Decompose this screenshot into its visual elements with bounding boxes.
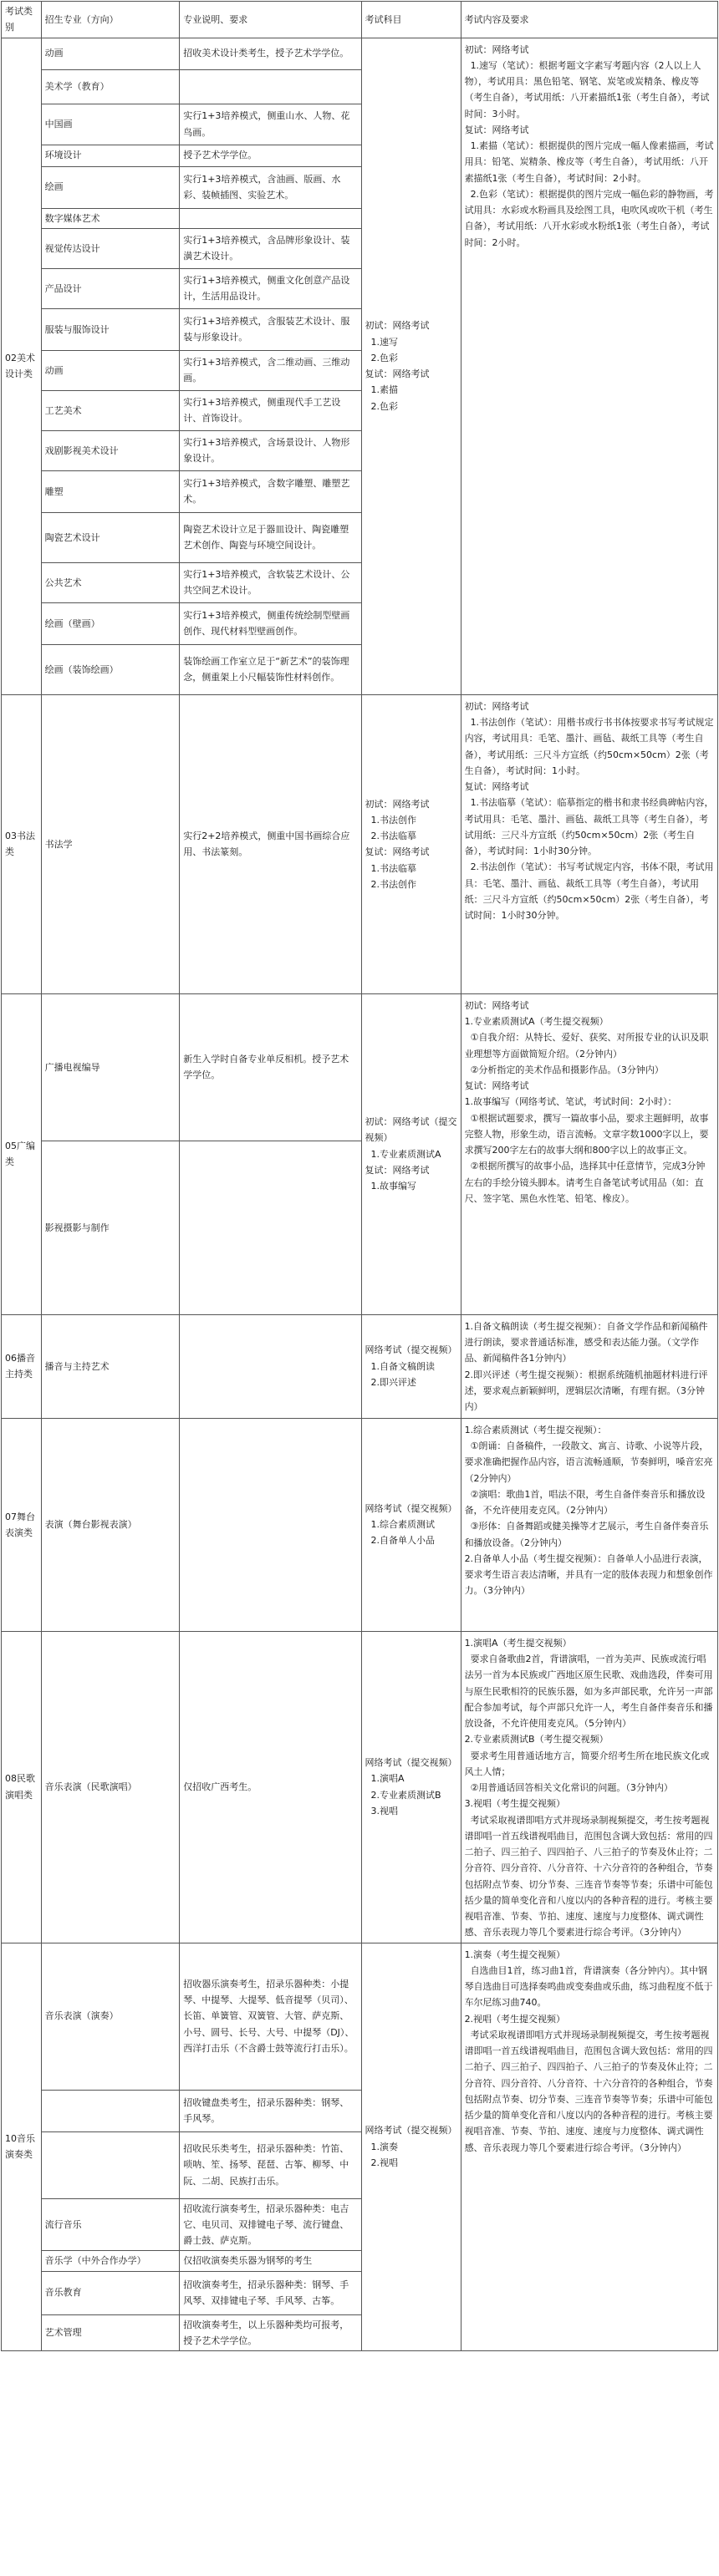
- table-row: [2, 993, 718, 1141]
- major-cell: 书法学: [41, 694, 180, 993]
- category-cell: 02美术设计类: [2, 38, 42, 694]
- major-cell: 音乐教育: [41, 2271, 180, 2314]
- header-category: 考试类别: [2, 2, 42, 38]
- content-cell: 初试：网络考试 1.专业素质测试A（考生提交视频） ①自我介绍：从特长、爱好、获奖、对所报专业的认识及职业理想等方面做简短介绍。（2分钟内） ②分析指定的美术作品和摄影作品。（3分钟内） 复试：网络考试 1.故事编写（网络考试、笔试，考试时间：2小时）： ①根据试题要求，撰写一篇故事小品，要求主题鲜明，故事完整人物，形象生动，语言流畅。文章字数1000字以上，要求撰写200字左右的故事大纲和800字以上的故事正文。 ②根据所撰写的故事小品，选择其中任意情节，完成3分钟左右的手绘分镜头脚本。请考生自备笔试考试用品（如：直尺、签字笔、黑色水性笔、铅笔、橡皮）。: [461, 993, 717, 1314]
- description-cell: 实行1+3培养模式，含二维动画、三维动画。: [180, 350, 361, 390]
- major-cell: 戏剧影视美术设计: [41, 430, 180, 470]
- description-cell: [180, 69, 361, 104]
- description-cell: 实行1+3培养模式，侧重现代手工艺设计、首饰设计。: [180, 390, 361, 430]
- category-cell: 03书法类: [2, 694, 42, 993]
- major-cell: 音乐学（中外合作办学）: [41, 2251, 180, 2271]
- description-cell: [180, 1141, 361, 1314]
- description-cell: 招收键盘类考生，招录乐器种类：钢琴、手风琴。: [180, 2090, 361, 2131]
- description-cell: 招收美术设计类考生，授予艺术学学位。: [180, 38, 361, 69]
- description-cell: 招收民乐类考生，招录乐器种类：竹笛、唢呐、笙、扬琴、琵琶、古筝、柳琴、中阮、二胡、民族打击乐。: [180, 2131, 361, 2198]
- content-cell: 1.演奏（考生提交视频） 自选曲目1首，练习曲1首，背谱演奏（各分钟内）。其中钢琴自选曲目可选择奏鸣曲或变奏曲或乐曲，练习曲程度不低于车尔尼练习曲740。 2.视唱（考生提交视频） 考试采取视谱即唱方式并现场录制视频提交，考生按考题视谱即唱一首五线谱视唱曲目，范围包含调大致包括：常用的四二拍子、四三拍子、四四拍子、八三拍子的节奏及休止符；二分音符、四分音符、八分音符、十六分音符的各种组合，节奏包括附点节奏、切分节奏、三连音节奏等节奏；乐谱中可能包括少量的简单变化音和八度以内的各种音程的进行。考核主要视唱音准、节奏、节拍、速度、速度与力度整体、调式调性感、音乐表现力等几个要素进行综合考评。（3分钟内）: [461, 1943, 717, 2351]
- major-cell: 工艺美术: [41, 390, 180, 430]
- major-cell: 艺术管理: [41, 2314, 180, 2351]
- table-row: [2, 38, 718, 69]
- major-cell: 中国画: [41, 104, 180, 145]
- description-cell: 招收器乐演奏考生，招录乐器种类：小提琴、中提琴、大提琴、低音提琴（贝司）、长笛、单簧管、双簧管、大管、萨克斯、小号、圆号、长号、大号、中提琴（DJ）、西洋打击乐（不含爵士鼓等流行打击乐）。: [180, 1943, 361, 2090]
- subjects-cell: 网络考试（提交视频） 1.综合素质测试 2.自备单人小品: [361, 1418, 461, 1631]
- major-cell: 公共艺术: [41, 562, 180, 602]
- category-cell: 08民歌演唱类: [2, 1631, 42, 1943]
- major-cell: 视觉传达设计: [41, 228, 180, 268]
- major-cell: 数字媒体艺术: [41, 208, 180, 228]
- major-cell: 产品设计: [41, 268, 180, 308]
- content-cell: 初试：网络考试 1.书法创作（笔试）：用楷书或行书书体按要求书写考试规定内容，考试用具：毛笔、墨汁、画毡、裁纸工具等（考生自备），考试用纸：三尺斗方宣纸（约50cm×50cm）2张（考生自备），考试时间：1小时。 复试：网络考试 1.书法临摹（笔试）：临摹指定的楷书和隶书经典碑帖内容，考试用具：毛笔、墨汁、画毡、裁纸工具等（考生自备），考试用纸：三尺斗方宣纸（约50cm×50cm）2张（考生自备），考试时间：1小时30分钟。 2.书法创作（笔试）：书写考试规定内容，书体不限，考试用具：毛笔、墨汁、画毡、裁纸工具等（考生自备），考试用纸：三尺斗方宣纸（约50cm×50cm）2张（考生自备），考试时间：1小时30分钟。: [461, 694, 717, 993]
- major-cell: 绘画（壁画）: [41, 602, 180, 644]
- description-cell: 陶瓷艺术设计立足于器皿设计、陶瓷雕塑艺术创作、陶瓷与环境空间设计。: [180, 512, 361, 562]
- subjects-cell: 网络考试（提交视频） 1.演唱A 2.专业素质测试B 3.视唱: [361, 1631, 461, 1943]
- description-cell: 实行1+3培养模式，含数字雕塑、雕塑艺术。: [180, 470, 361, 512]
- category-cell: 06播音主持类: [2, 1314, 42, 1418]
- major-cell: 动画: [41, 38, 180, 69]
- description-cell: 实行2+2培养模式，侧重中国书画综合应用、书法篆刻。: [180, 694, 361, 993]
- description-cell: 实行1+3培养模式，侧重传统绘制型壁画创作、现代材料型壁画创作。: [180, 602, 361, 644]
- major-cell: 表演（舞台影视表演）: [41, 1418, 180, 1631]
- major-cell: 音乐表演（演奏）: [41, 1943, 180, 2090]
- description-cell: 招收演奏考生，以上乐器种类均可报考，授予艺术学学位。: [180, 2314, 361, 2351]
- description-cell: 实行1+3培养模式，含服装艺术设计、服装与形象设计。: [180, 308, 361, 350]
- description-cell: 授予艺术学学位。: [180, 145, 361, 166]
- major-cell: 雕塑: [41, 470, 180, 512]
- description-cell: 实行1+3培养模式，含油画、版画、水彩、装帧插图、实验艺术。: [180, 166, 361, 208]
- description-cell: 装饰绘画工作室立足于“新艺术”的装饰理念，侧重架上小尺幅装饰性材料创作。: [180, 644, 361, 694]
- description-cell: 新生入学时自备专业单反相机。授予艺术学学位。: [180, 993, 361, 1141]
- subjects-cell: 网络考试（提交视频） 1.自备文稿朗读 2.即兴评述: [361, 1314, 461, 1418]
- major-cell: 环境设计: [41, 145, 180, 166]
- major-cell: 陶瓷艺术设计: [41, 512, 180, 562]
- description-cell: 实行1+3培养模式，侧重山水、人物、花鸟画。: [180, 104, 361, 145]
- header-content: 考试内容及要求: [461, 2, 717, 38]
- header-major: 招生专业（方向）: [41, 2, 180, 38]
- description-cell: 实行1+3培养模式，含场景设计、人物形象设计。: [180, 430, 361, 470]
- major-cell: 绘画: [41, 166, 180, 208]
- category-cell: 10音乐演奏类: [2, 1943, 42, 2351]
- table-row: [2, 1943, 718, 2090]
- content-cell: 1.自备文稿朗读（考生提交视频）：自备文学作品和新闻稿件进行朗读，要求普通话标准，感受和表达能力强。（文学作品、新闻稿件各1分钟内） 2.即兴评述（考生提交视频）：根据系统随机抽题材料进行评述，要求观点新颖鲜明，逻辑层次清晰，有理有据。（3分钟内）: [461, 1314, 717, 1418]
- major-cell: 流行音乐: [41, 2198, 180, 2251]
- admission-table: [1, 1, 718, 2351]
- subjects-cell: 网络考试（提交视频） 1.演奏 2.视唱: [361, 1943, 461, 2351]
- content-cell: 1.演唱A（考生提交视频） 要求自备歌曲2首，背谱演唱，一首为美声、民族或流行唱法另一首为本民族或广西地区原生民歌、戏曲选段，伴奏可用与原生民歌相符的民族乐器，如为多声部民歌，允许另一声部配合参加考试，每个声部只允许一人，考生自备伴奏音乐和播放设备，不允许使用麦克风。（5分钟内） 2.专业素质测试B（考生提交视频） 要求考生用普通话地方言，简要介绍考生所在地民族文化或风土人情； ②用普通话回答相关文化常识的问题。（3分钟内） 3.视唱（考生提交视频） 考试采取视谱即唱方式并现场录制视频提交，考生按考题视谱即唱一首五线谱视唱曲目，范围包含调大致包括：常用的四二拍子、四三拍子、四四拍子、八三拍子的节奏及休止符；二分音符、四分音符、八分音符、十六分音符的各种组合，节奏包括附点节奏、切分节奏、三连音节奏等节奏；乐谱中可能包括少量的简单变化音和八度以内的各种音程的进行。考核主要视唱音准、节奏、节拍、速度、速度与力度整体、调式调性感、音乐表现力等几个要素进行综合考评。（3分钟内）: [461, 1631, 717, 1943]
- category-cell: 05广编类: [2, 993, 42, 1314]
- table-row: [2, 1418, 718, 1631]
- major-cell: 美术学（教育）: [41, 69, 180, 104]
- description-cell: 实行1+3培养模式，含品牌形象设计、装潢艺术设计。: [180, 228, 361, 268]
- major-cell: [41, 2090, 180, 2131]
- subjects-cell: 初试：网络考试 1.书法创作 2.书法临摹 复试：网络考试 1.书法临摹 2.书法创作: [361, 694, 461, 993]
- table-body: [2, 38, 718, 2351]
- description-cell: [180, 1314, 361, 1418]
- description-cell: [180, 1418, 361, 1631]
- major-cell: 动画: [41, 350, 180, 390]
- description-cell: 实行1+3培养模式，含软装艺术设计、公共空间艺术设计。: [180, 562, 361, 602]
- major-cell: 音乐表演（民歌演唱）: [41, 1631, 180, 1943]
- description-cell: 招收演奏考生，招录乐器种类：钢琴、手风琴、双排键电子琴、手风琴、古筝。: [180, 2271, 361, 2314]
- major-cell: 绘画（装饰绘画）: [41, 644, 180, 694]
- header-description: 专业说明、要求: [180, 2, 361, 38]
- category-cell: 07舞台表演类: [2, 1418, 42, 1631]
- table-row: [2, 1314, 718, 1418]
- table-row: [2, 694, 718, 993]
- major-cell: 广播电视编导: [41, 993, 180, 1141]
- description-cell: 实行1+3培养模式，侧重文化创意产品设计，生活用品设计。: [180, 268, 361, 308]
- content-cell: 1.综合素质测试（考生提交视频）： ①朗诵：自备稿件，一段散文、寓言、诗歌、小说等片段，要求准确把握作品内容，语言流畅通顺，节奏鲜明，嗓音宏亮（2分钟内） ②演唱：歌曲1首，唱法不限，考生自备伴奏音乐和播放设备，不允许使用麦克风。（2分钟内） ③形体：自备舞蹈或健美操等才艺展示，考生自备伴奏音乐和播放设备。（2分钟内） 2.自备单人小品（考生提交视频）：自备单人小品进行表演，要求考生语言表达清晰，并具有一定的肢体表现力和想象创作力。（3分钟内）: [461, 1418, 717, 1631]
- major-cell: 服装与服饰设计: [41, 308, 180, 350]
- major-cell: [41, 2131, 180, 2198]
- subjects-cell: 初试：网络考试（提交视频） 1.专业素质测试A 复试：网络考试 1.故事编写: [361, 993, 461, 1314]
- header-row: [2, 2, 718, 38]
- content-cell: 初试：网络考试 1.速写（笔试）：根据考题文字素写考题内容（2人以上人物），考试用具：黑色铅笔、钢笔、炭笔或炭精条、橡皮等（考生自备），考试用纸：八开素描纸1张（考生自备），考试时间：3小时。 复试：网络考试 1.素描（笔试）：根据提供的图片完成一幅人像素描画，考试用具：铅笔、炭精条、橡皮等（考生自备），考试用纸：八开素描纸1张（考生自备），考试时间：2小时。 2.色彩（笔试）：根据提供的图片完成一幅色彩的静物画，考试用具：水彩或水粉画具及绘图工具，电吹风或吹干机（考生自备），考试用纸：八开水彩或水粉纸1张（考生自备），考试时间：2小时。: [461, 38, 717, 694]
- description-cell: 仅招收广西考生。: [180, 1631, 361, 1943]
- subjects-cell: 初试：网络考试 1.速写 2.色彩 复试：网络考试 1.素描 2.色彩: [361, 38, 461, 694]
- description-cell: 招收流行演奏考生，招录乐器种类：电吉它、电贝司、双排键电子琴、流行键盘、爵士鼓、萨克斯。: [180, 2198, 361, 2251]
- major-cell: 播音与主持艺术: [41, 1314, 180, 1418]
- description-cell: [180, 208, 361, 228]
- header-subjects: 考试科目: [361, 2, 461, 38]
- description-cell: 仅招收演奏类乐器为钢琴的考生: [180, 2251, 361, 2271]
- major-cell: 影视摄影与制作: [41, 1141, 180, 1314]
- table-row: [2, 1631, 718, 1943]
